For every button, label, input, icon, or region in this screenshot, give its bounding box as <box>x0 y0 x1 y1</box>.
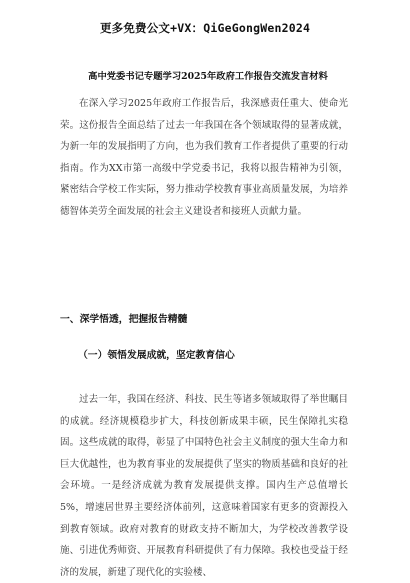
body-paragraph: 过去一年，我国在经济、科技、民生等诸多领域取得了举世瞩目的成就。经济规模稳步扩大，科技创新成果丰硕，民生保障扎实稳固。这些成就的取得，彰显了中国特色社会主义制度的强大生命力和巨大优越性，也为教育事业的发展提供了坚实的物质基础和良好的社会环境。一是经济成就为教育发展提供支撑。国内生产总值增长5%，增速居世界主要经济体前列，这意味着国家有更多的资源投入到教育领域。政府对教育的财政支持不断加大，为学校改善教学设施、引进优秀师资、开展教育科研提供了有力保障。我校也受益于经济的发展，新建了现代化的实验楼、 <box>60 394 348 578</box>
watermark-text: 更多免费公文+VX：QiGeGongWen2024 <box>99 21 311 35</box>
document-title: 高中党委书记专题学习2025年政府工作报告交流发言材料 <box>88 71 328 82</box>
section-heading: 一、深学悟透，把握报告精髓 <box>60 314 188 325</box>
body-paragraph: 在深入学习2025年政府工作报告后，我深感责任重大、使命光荣。这份报告全面总结了过去一年我国在各个领域取得的显著成就，为新一年的发展指明了方向，也为我们教育工作者提供了重要的行动指南。作为XX市第一高级中学党委书记，我将以报告精神为引领，紧密结合学校工作实际，努力推动学校教育事业高质量发展，为培养德智体美劳全面发展的社会主义建设者和接班人贡献力量。 <box>60 98 348 217</box>
subsection-heading: （一）领悟发展成就，坚定教育信心 <box>78 350 235 361</box>
